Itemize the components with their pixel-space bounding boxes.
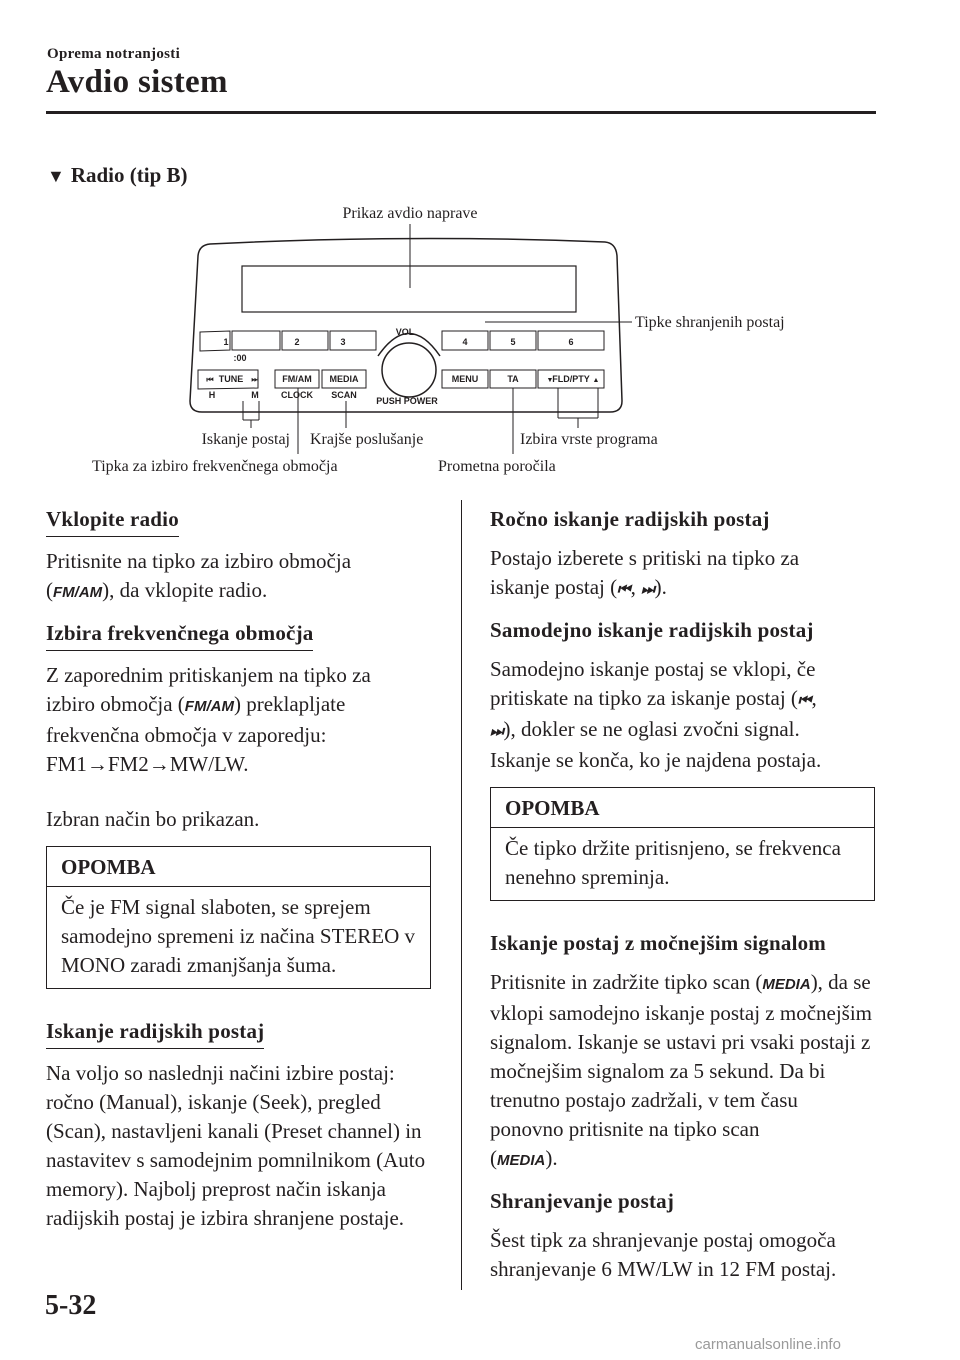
svg-text:⏭: ⏭ bbox=[251, 375, 259, 384]
watermark: carmanualsonline.info bbox=[695, 1336, 841, 1353]
minute-label: M bbox=[251, 390, 259, 400]
scan-label: SCAN bbox=[331, 390, 357, 400]
preset-5-label: 5 bbox=[510, 337, 516, 347]
seek-forward-icon: ⏭ bbox=[490, 723, 504, 740]
callout-seek: Iskanje postaj bbox=[201, 431, 290, 448]
heading-store-stations: Shranjevanje postaj bbox=[490, 1189, 675, 1213]
paragraph-mode-shown: Izbran način bo prikazan. bbox=[46, 807, 260, 831]
note-title: OPOMBA bbox=[47, 847, 430, 887]
callout-scan: Krajše poslušanje bbox=[310, 431, 424, 448]
tune-label: TUNE bbox=[218, 374, 244, 384]
paragraph-station-search: Na voljo so naslednji načini izbire postaj: ročno (Manual), iskanje (Seek), pregled (Scan), nastavljeni kanali (Preset channel) in nastavitev s samodejnim pomnilnikom (Auto memory). Najbolj preprost način iskanja radijskih postaj je izbira shranjene postaje. bbox=[46, 1061, 426, 1230]
preset-6-label: 6 bbox=[568, 337, 574, 347]
hour-label: H bbox=[208, 390, 216, 400]
right-column bbox=[490, 505, 875, 1296]
callout-display: Prikaz avdio naprave bbox=[342, 205, 478, 222]
section-label: Oprema notranjosti bbox=[47, 46, 181, 62]
column-divider bbox=[461, 500, 462, 1290]
note-title: OPOMBA bbox=[491, 788, 874, 828]
paragraph-manual-search: Postajo izberete s pritiski na tipko za iskanje postaj (⏮, ⏭). bbox=[490, 546, 800, 599]
page-title: Avdio sistem bbox=[46, 64, 228, 100]
preset-3-label: 3 bbox=[340, 337, 346, 347]
paragraph-band-select: Z zaporednim pritiskanjem na tipko za izbiro območja (FM/AM) preklapljate frekvenčna območja v zaporedju: FM1→FM2→MW/LW. bbox=[46, 663, 371, 776]
fmam-label: FM/AM bbox=[282, 374, 312, 384]
left-column bbox=[46, 505, 431, 1245]
vol-label: VOL bbox=[395, 327, 415, 337]
fmam-key-icon: FM/AM bbox=[184, 698, 234, 715]
callout-band: Tipka za izbiro frekvenčnega območja bbox=[92, 458, 338, 475]
fldpty-label: FLD/PTY bbox=[552, 374, 590, 384]
media-key-icon: MEDIA bbox=[497, 1152, 546, 1169]
clock-label: CLOCK bbox=[281, 390, 313, 400]
paragraph-auto-search: Samodejno iskanje postaj se vklopi, če pritiskate na tipko za iskanje postaj (⏮, ⏭), dokler se ne oglasi zvočni signal. Iskanje se konča, ko je najdena postaja. bbox=[490, 657, 822, 772]
heading-strong-signal: Iskanje postaj z močnejšim signalom bbox=[490, 931, 826, 955]
fmam-key-icon: FM/AM bbox=[53, 584, 103, 601]
note-box-hold bbox=[490, 787, 875, 901]
preset-1-label: 1 bbox=[223, 337, 229, 347]
subheading-text: Radio (tip B) bbox=[70, 163, 188, 187]
heading-radio-on: Vklopite radio bbox=[46, 505, 179, 537]
note-body: Če je FM signal slaboten, se sprejem samodejno spremeni iz načina STEREO v MONO zaradi zmanjšanja šuma. bbox=[61, 895, 415, 977]
svg-text:⏮: ⏮ bbox=[206, 375, 214, 384]
paragraph-strong-signal: Pritisnite in zadržite tipko scan (MEDIA), da se vklopi samodejno iskanje postaj z močnejšim signalom. Iskanje se ustavi pri vsaki postaji z močnejšim signalom za 5 sekund. Da bi trenutno postajo zadržali, v tem času ponovno pritisnite na tipko scan (MEDIA). bbox=[490, 970, 873, 1170]
heading-manual-search: Ročno iskanje radijskih postaj bbox=[490, 507, 770, 531]
heading-auto-search: Samodejno iskanje radijskih postaj bbox=[490, 618, 814, 642]
seek-back-icon: ⏮ bbox=[797, 692, 812, 709]
callout-pty: Izbira vrste programa bbox=[520, 431, 658, 448]
seek-forward-icon: ⏭ bbox=[641, 581, 655, 598]
preset-2-label: 2 bbox=[294, 337, 300, 347]
media-key-icon: MEDIA bbox=[762, 976, 811, 993]
preset-sub-label: :00 bbox=[233, 353, 247, 363]
paragraph-radio-on: Pritisnite na tipko za izbiro območja (FM/AM), da vklopite radio. bbox=[46, 549, 352, 602]
preset-4-label: 4 bbox=[462, 337, 468, 347]
subheading bbox=[47, 163, 188, 188]
svg-text:▼: ▼ bbox=[546, 377, 554, 384]
push-power-label: PUSH POWER bbox=[376, 396, 438, 406]
heading-band-select: Izbira frekvenčnega območja bbox=[46, 619, 313, 651]
media-label: MEDIA bbox=[329, 374, 359, 384]
menu-label: MENU bbox=[451, 374, 479, 384]
ta-label: TA bbox=[507, 374, 519, 384]
page-number: 5-32 bbox=[45, 1290, 97, 1321]
callout-presets: Tipke shranjenih postaj bbox=[635, 314, 785, 331]
radio-diagram bbox=[80, 196, 840, 482]
svg-text:▲: ▲ bbox=[592, 377, 600, 384]
note-body: Če tipko držite pritisnjeno, se frekvenca nenehno spreminja. bbox=[505, 836, 841, 889]
seek-back-icon: ⏮ bbox=[617, 581, 631, 598]
callout-traffic: Prometna poročila bbox=[438, 458, 556, 475]
header-rule bbox=[46, 111, 876, 114]
triangle-bullet-icon: ▼ bbox=[47, 166, 65, 186]
paragraph-store-stations: Šest tipk za shranjevanje postaj omogoča shranjevanje 6 MW/LW in 12 FM postaj. bbox=[490, 1228, 837, 1281]
note-box-fm bbox=[46, 846, 431, 989]
heading-station-search: Iskanje radijskih postaj bbox=[46, 1017, 264, 1049]
